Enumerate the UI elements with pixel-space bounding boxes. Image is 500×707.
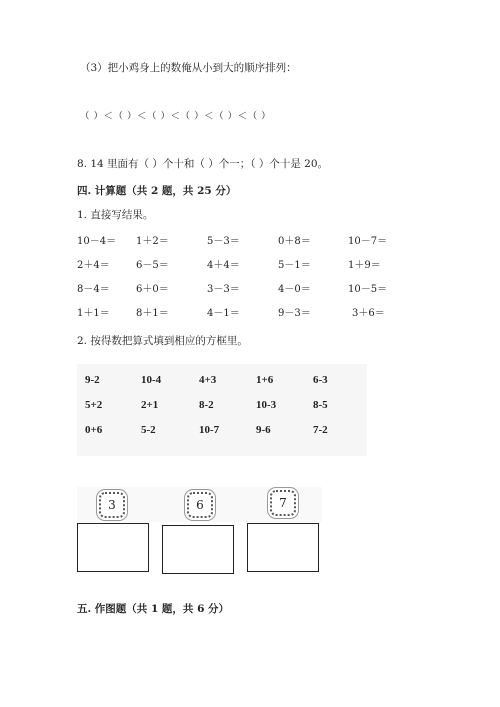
expression[interactable]: 9-2 bbox=[85, 374, 100, 386]
calc-cell: 5－3＝ bbox=[207, 236, 240, 247]
calc-cell: 1＋9＝ bbox=[348, 260, 381, 271]
expression-panel bbox=[77, 364, 367, 456]
calc-cell: 2＋4＝ bbox=[77, 260, 110, 271]
calc-cell: 4＋4＝ bbox=[207, 260, 240, 271]
expression[interactable]: 4+3 bbox=[199, 374, 217, 386]
calc-cell: 8－4＝ bbox=[77, 284, 110, 295]
section-4-heading: 四. 计算题（共 2 题，共 25 分） bbox=[77, 185, 237, 197]
subquestion-1: 1. 直接写结果。 bbox=[77, 209, 154, 221]
calc-cell: 6－5＝ bbox=[136, 260, 169, 271]
calc-cell: 4－0＝ bbox=[278, 284, 311, 295]
expression[interactable]: 0+6 bbox=[85, 424, 103, 436]
expression[interactable]: 6-3 bbox=[313, 374, 328, 386]
calc-cell: 6＋0＝ bbox=[136, 284, 169, 295]
expression[interactable]: 10-4 bbox=[141, 374, 162, 386]
section-5-heading: 五. 作图题（共 1 题，共 6 分） bbox=[77, 603, 230, 615]
calc-cell: 9－3＝ bbox=[278, 308, 311, 319]
target-label-3: 3 bbox=[99, 492, 125, 518]
expression[interactable]: 2+1 bbox=[141, 399, 159, 411]
subquestion-2: 2. 按得数把算式填到相应的方框里。 bbox=[77, 335, 248, 347]
question-3-instruction: （3）把小鸡身上的数俺从小到大的顺序排列： bbox=[80, 62, 297, 74]
expression[interactable]: 7-2 bbox=[313, 424, 328, 436]
expression[interactable]: 1+6 bbox=[256, 374, 274, 386]
calc-cell: 10－7＝ bbox=[348, 236, 388, 247]
ordering-blanks: （ ）＜（ ）＜（ ）＜（ ）＜（ ）＜（ ） bbox=[80, 111, 272, 122]
calc-cell: 1＋2＝ bbox=[136, 236, 169, 247]
calc-cell: 3＋6＝ bbox=[352, 308, 385, 319]
expression[interactable]: 8-5 bbox=[313, 399, 328, 411]
target-label-7: 7 bbox=[270, 490, 296, 516]
calc-cell: 10－5＝ bbox=[348, 284, 388, 295]
calc-cell: 4－1＝ bbox=[207, 308, 240, 319]
calc-cell: 8＋1＝ bbox=[136, 308, 169, 319]
answer-box-3[interactable] bbox=[77, 523, 149, 572]
target-label-6: 6 bbox=[187, 492, 213, 518]
calc-cell: 1＋1＝ bbox=[77, 308, 110, 319]
expression[interactable]: 5+2 bbox=[85, 399, 103, 411]
calc-cell: 10－4＝ bbox=[77, 236, 117, 247]
calc-cell: 0＋8＝ bbox=[278, 236, 311, 247]
calc-cell: 5－1＝ bbox=[278, 260, 311, 271]
expression[interactable]: 5-2 bbox=[141, 424, 156, 436]
expression[interactable]: 10-3 bbox=[256, 399, 277, 411]
answer-box-6[interactable] bbox=[162, 525, 234, 574]
answer-box-7[interactable] bbox=[247, 523, 319, 572]
expression[interactable]: 8-2 bbox=[199, 399, 214, 411]
expression[interactable]: 9-6 bbox=[256, 424, 271, 436]
calc-cell: 3－3＝ bbox=[207, 284, 240, 295]
question-8: 8. 14 里面有（ ）个十和（ ）个一；（ ）个十是 20。 bbox=[77, 158, 329, 170]
expression[interactable]: 10-7 bbox=[199, 424, 220, 436]
